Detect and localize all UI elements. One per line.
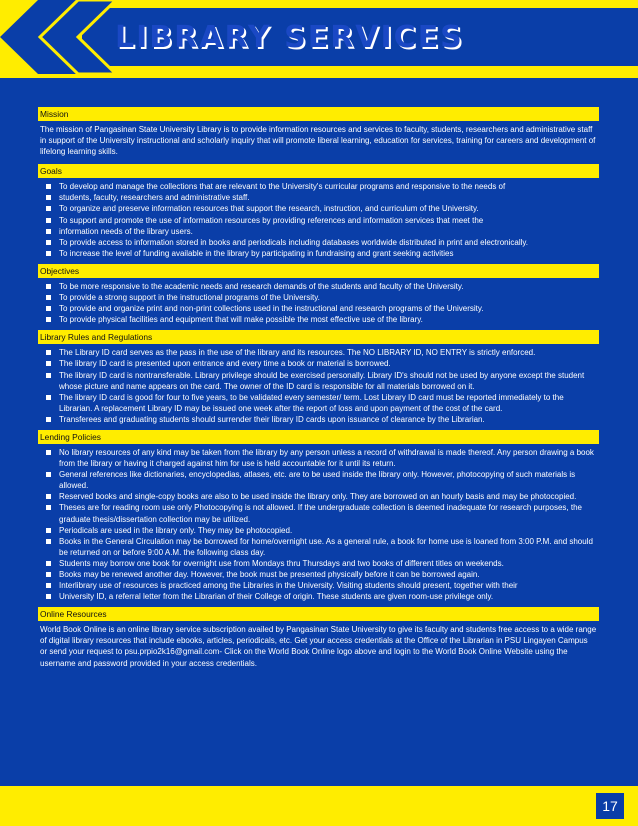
list-item: To organize and preserve information resources that support the research, instruction, and curriculum of the University. [38, 203, 599, 214]
list-item: To provide physical facilities and equipment that will make possible the most effective use of the library. [38, 314, 599, 325]
list-item: Periodicals are used in the library only. They may be photocopied. [38, 525, 599, 536]
section-heading-mission: Mission [38, 107, 599, 121]
content-column [38, 106, 599, 675]
list-item: The library ID card is nontransferable. Library privilege should be exercised personally. Library ID's should not be used by anyone except the student whose picture and name appears on the card. The owner of the ID card is responsible for all materials borrowed on it. [38, 370, 599, 392]
list-item: Students may borrow one book for overnight use from Mondays thru Thursdays and two books of different titles on weekends. [38, 558, 599, 569]
list-item: To increase the level of funding available in the library by participating in fundraising and grant seeking activities [38, 248, 599, 259]
list-item: To provide a strong support in the instructional programs of the University. [38, 292, 599, 303]
list-item: Reserved books and single-copy books are also to be used inside the library only. They are borrowed on an hourly basis and may be photocopied. [38, 491, 599, 502]
objectives-list [38, 278, 599, 329]
list-item: The library ID card is good for four to five years, to be validated every semester/ term. Lost Library ID card must be reported immediately to the Librarian. A replacement Library ID may be issued one week after the report of loss and upon payment of the cost of the card. [38, 392, 599, 414]
list-item: To be more responsive to the academic needs and research demands of the students and faculty of the University. [38, 281, 599, 292]
section-heading-objectives: Objectives [38, 264, 599, 278]
footer-band [0, 786, 638, 826]
list-item: To support and promote the use of information resources by providing references and information services that meet the [38, 215, 599, 226]
list-item: To develop and manage the collections that are relevant to the University's curricular programs and responsive to the needs of [38, 181, 599, 192]
section-heading-rules: Library Rules and Regulations [38, 330, 599, 344]
section-heading-online: Online Resources [38, 607, 599, 621]
list-item: Transferees and graduating students should surrender their library ID cards upon issuance of clearance by the Librarian. [38, 414, 599, 425]
rules-list [38, 344, 599, 429]
online-resources-text: World Book Online is an online library service subscription availed by Pangasinan State University to give its faculty and students free access to a wide range of digital library resources that include ebooks, articles, periodicals, etc. Get your access credentials at the Office of the Librarian in PSU Lingayen Campus or send your request to psu.prpio2k16@gmail.com- Click on the World Book Online logo above and login to the World Book Online Website using the username and password provided in your access credentials. [40, 625, 597, 668]
header-band [0, 0, 638, 78]
list-item: students, faculty, researchers and administrative staff. [38, 192, 599, 203]
list-item: information needs of the library users. [38, 226, 599, 237]
page-title: LIBRARY SERVICES [115, 20, 464, 55]
list-item: General references like dictionaries, encyclopedias, atlases, etc. are to be used inside the library only. However, photocopying of such materials is allowed. [38, 469, 599, 491]
list-item: The library ID card is presented upon entrance and every time a book or material is borrowed. [38, 358, 599, 369]
mission-text: The mission of Pangasinan State University Library is to provide information resources and services to faculty, students, researchers and administrative staff in support of the University instructional and scholarly inquiry that will promote liberal learning, education for services, training for careers and development of lifelong learning skills. [40, 125, 596, 157]
lending-list [38, 444, 599, 606]
section-heading-lending: Lending Policies [38, 430, 599, 444]
list-item: Theses are for reading room use only Photocopying is not allowed. If the undergraduate collection is deemed inadequate for research purposes, the graduate thesis/dissertation collection may be utilized. [38, 502, 599, 524]
goals-list [38, 178, 599, 263]
list-item: To provide and organize print and non-print collections used in the instructional and research programs of the University. [38, 303, 599, 314]
section-heading-goals: Goals [38, 164, 599, 178]
page-number: 17 [596, 793, 624, 819]
list-item: University ID, a referral letter from the Librarian of their College of origin. These students are given room-use privilege only. [38, 591, 599, 602]
list-item: Books in the General Circulation may be borrowed for home/overnight use. As a general rule, a book for home use is loaned from 3:00 P.M. and should be returned on or before 9:00 A.M. the following class day. [38, 536, 599, 558]
list-item: Interlibrary use of resources is practiced among the Libraries in the University. Visiting students should present, together with their [38, 580, 599, 591]
list-item: No library resources of any kind may be taken from the library by any person unless a record of withdrawal is made thereof. Any person drawing a book from the library or having it charged against him for use is held accountable for it until its return. [38, 447, 599, 469]
list-item: To provide access to information stored in books and periodicals including databases worldwide distributed in print and electronically. [38, 237, 599, 248]
list-item: Books may be renewed another day. However, the book must be presented physically before it can be borrowed again. [38, 569, 599, 580]
list-item: The Library ID card serves as the pass in the use of the library and its resources. The NO LIBRARY ID, NO ENTRY is strictly enforced. [38, 347, 599, 358]
